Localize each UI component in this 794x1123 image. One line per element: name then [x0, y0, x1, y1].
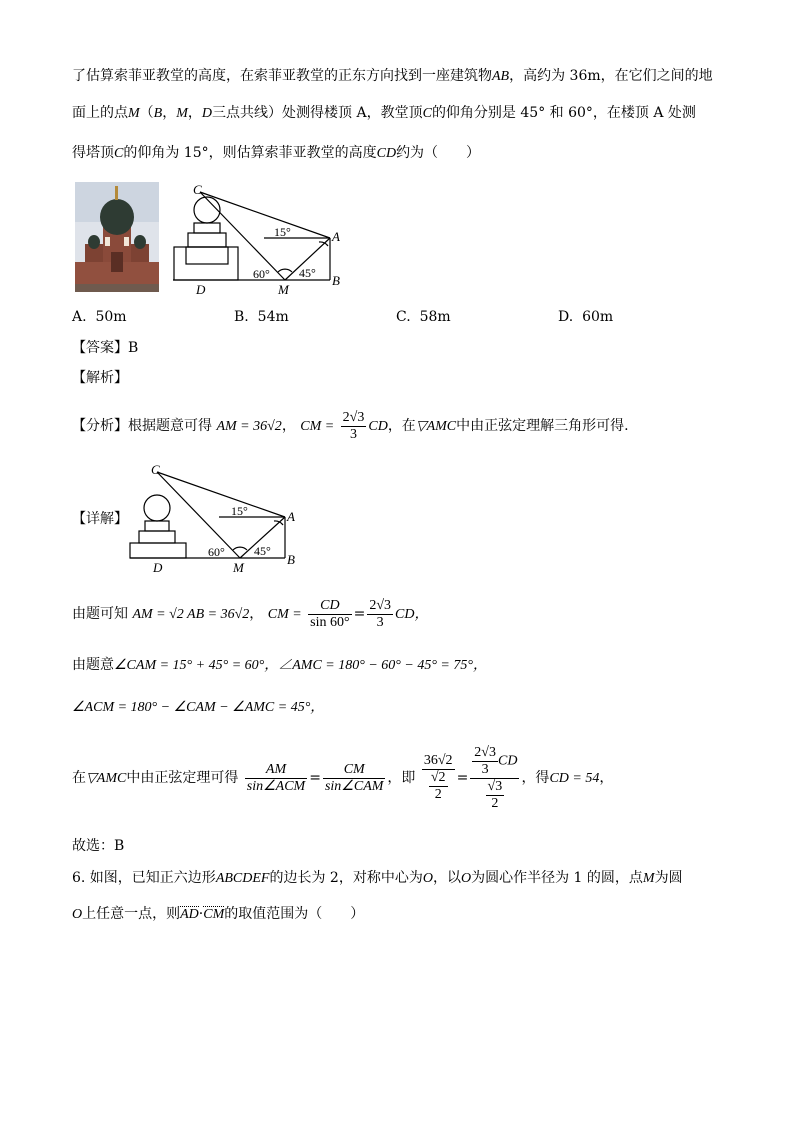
- label-M: M: [278, 282, 289, 297]
- angle-15-2: 15°: [231, 504, 248, 518]
- question-line-2: 面上的点M（B，M，D三点共线）处测得楼顶 A，教堂顶C的仰角分别是 45° 和 60°，在楼顶 A 处测: [72, 105, 696, 121]
- option-d[interactable]: D. 60m: [558, 309, 614, 325]
- vector-ad: AD: [180, 907, 199, 922]
- option-a[interactable]: A. 50m: [72, 309, 127, 325]
- q6-line-2: O上任意一点，则AD·CM的取值范围为（ ）: [72, 906, 365, 922]
- angle-60-2: 60°: [208, 545, 225, 559]
- label-A-2: A: [287, 509, 295, 524]
- question-line-1: 了估算索菲亚教堂的高度，在索菲亚教堂的正东方向找到一座建筑物AB，高约为 36m，在它们之间的地: [72, 68, 713, 84]
- label-D-2: D: [153, 560, 163, 575]
- option-b[interactable]: B. 54m: [234, 309, 289, 325]
- angle-15: 15°: [274, 225, 291, 239]
- label-C: C: [193, 182, 202, 197]
- step-1: 由题可知 AM = √2 AB = 36√2， CM = $\frac{CD}{\sin 60^\circ}$ = $\frac{2√3}{3}$ CD，: [72, 597, 429, 630]
- angle-60: 60°: [253, 267, 270, 281]
- angle-45: 45°: [299, 266, 316, 280]
- vector-cm: CM: [203, 907, 225, 922]
- angle-45-2: 45°: [254, 544, 271, 558]
- fenxi-line: 【分析】根据题意可得 AM = 36√2， CM = $\frac{2√3}{3}$ CD，在▽AMC中由正弦定理解三角形可得.: [72, 409, 629, 442]
- q6-line-1: 6. 如图，已知正六边形ABCDEF的边长为 2，对称中心为O，以O为圆心作半径为 1 的圆，点M为圆: [72, 870, 683, 886]
- geometry-figure-1: [168, 180, 348, 298]
- final-choice: 故选：B: [72, 838, 125, 854]
- label-B-2: B: [287, 552, 295, 567]
- label-A: A: [332, 229, 340, 244]
- xiangjie-label: 【详解】: [72, 511, 128, 527]
- step-3: ∠ACM = 180° − ∠CAM − ∠AMC = 45°，: [72, 700, 325, 715]
- label-D: D: [196, 282, 206, 297]
- geometry-figure-2: [125, 460, 305, 578]
- step-4: 在▽AMC中由正弦定理可得 $\frac{AM}{\text{sin∠ACM}}$ = $\frac{CM}{\text{sin∠CAM}}$ ，即 $\frac{36√2}{\frac{√2}{2}}$ = $\frac{2√3}{3}$ CD $\frac{√3}{2}$ ，得CD = 54，: [72, 744, 614, 811]
- analysis-label: 【解析】: [72, 370, 128, 386]
- cathedral-photo: [75, 182, 159, 292]
- label-M-2: M: [233, 560, 244, 575]
- question-line-3: 得塔顶C的仰角为 15°，则估算索菲亚教堂的高度CD约为（ ）: [72, 145, 481, 161]
- step-2: 由题意∠CAM = 15° + 45° = 60°，∠AMC = 180° − 60° − 45° = 75°，: [72, 657, 487, 673]
- label-C-2: C: [151, 462, 160, 477]
- answer-line: 【答案】B: [72, 340, 139, 356]
- option-c[interactable]: C. 58m: [396, 309, 451, 325]
- label-B: B: [332, 273, 340, 288]
